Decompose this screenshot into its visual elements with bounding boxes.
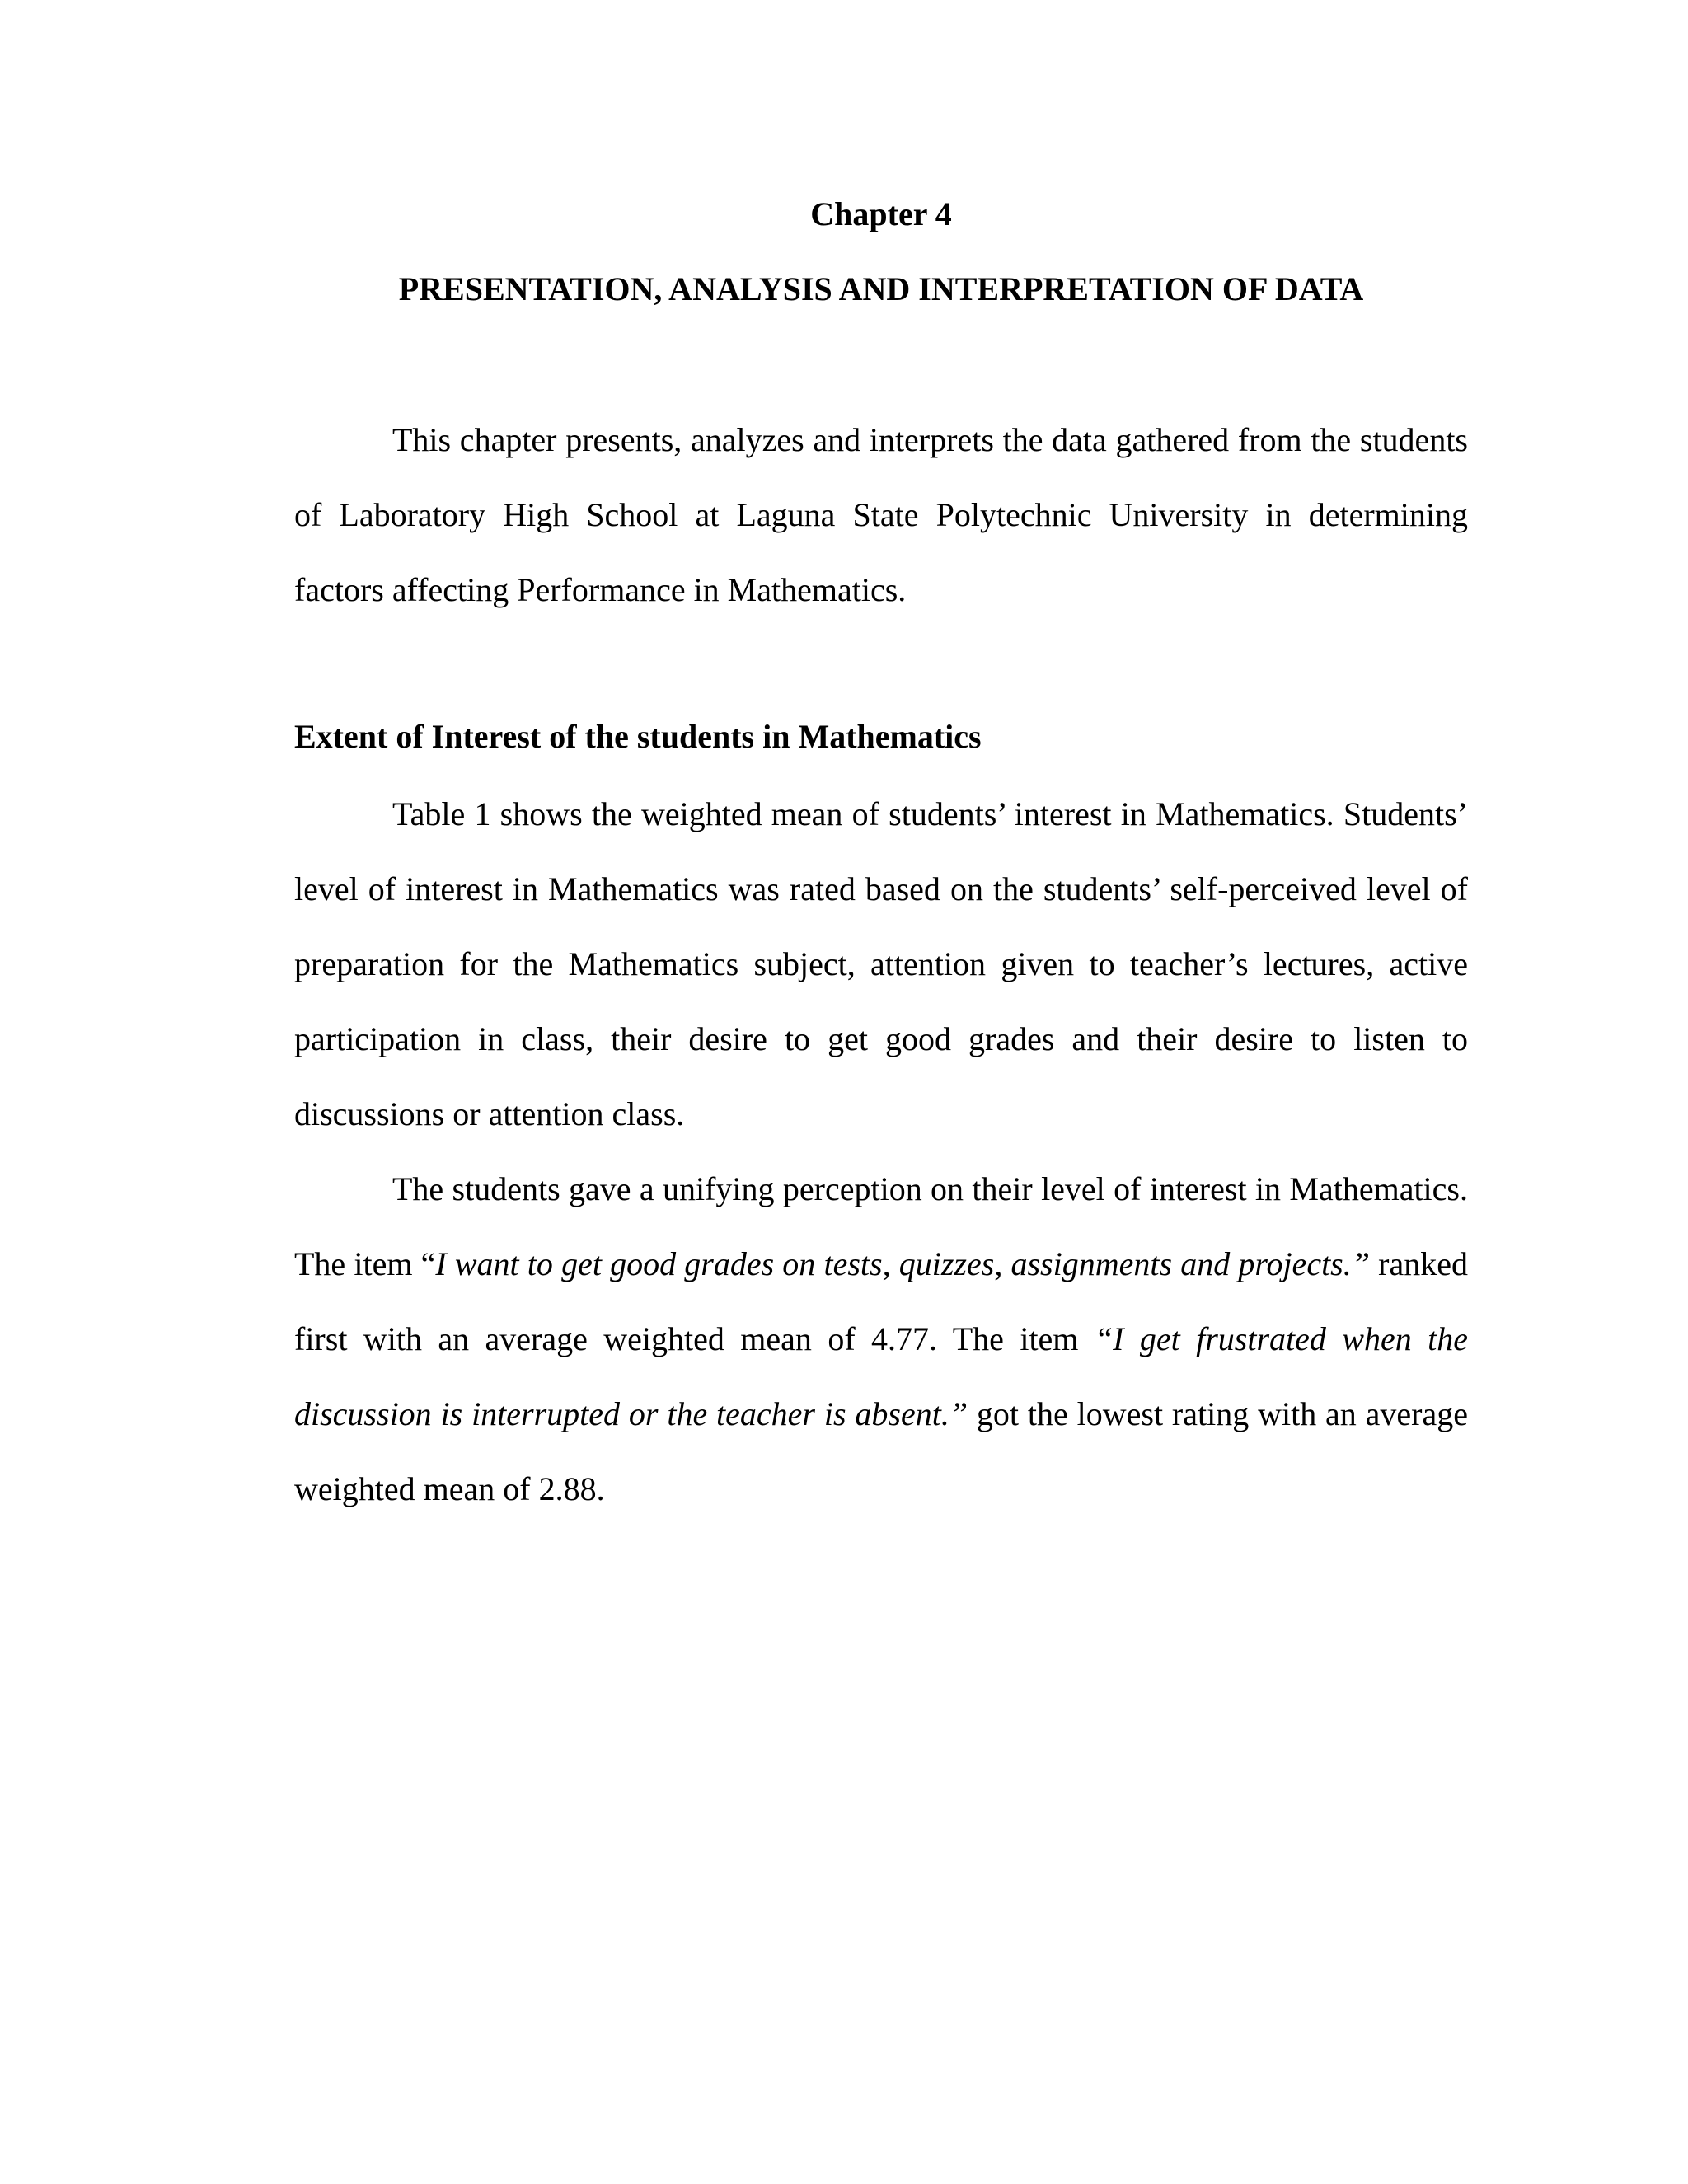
paragraph-2-text-3: got the lowest rating with an average weighted mean of 2.88. [294,1395,1468,1507]
intro-section [294,402,1468,627]
quoted-item-top-ranked: I want to get good grades on tests, quizzes, assignments and projects.” [435,1245,1370,1282]
paragraph-2-text-2: ranked first with an average weighted mean of 4.77. The item [294,1245,1468,1357]
section-heading: Extent of Interest of the students in Mathematics [294,718,982,755]
quoted-item-lowest-rated: “I get frustrated when the discussion is interrupted or the teacher is absent.” [294,1320,1469,1432]
section-paragraph-1: Table 1 shows the weighted mean of students’ interest in Mathematics. Students’ level of interest in Mathematics was rated based on the students’ self-perceived level of preparation for the Mathematics subject, attention given to teacher’s lectures, active participation in class, their desire to get good grades and their desire to listen to discussions or attention class. [294,795,1468,1132]
section-body [294,776,1468,1526]
paragraph-2-text-1: The students gave a unifying perception on their level of interest in Mathematics. The item “ [294,1170,1468,1282]
chapter-number: Chapter 4 [810,195,952,232]
chapter-title: PRESENTATION, ANALYSIS AND INTERPRETATION OF DATA [398,270,1364,307]
section-paragraph-2 [294,1151,1468,1526]
intro-paragraph: This chapter presents, analyzes and interprets the data gathered from the students of Laboratory High School at Laguna State Polytechnic University in determining factors affecting Performance in Mathematics. [294,421,1468,608]
